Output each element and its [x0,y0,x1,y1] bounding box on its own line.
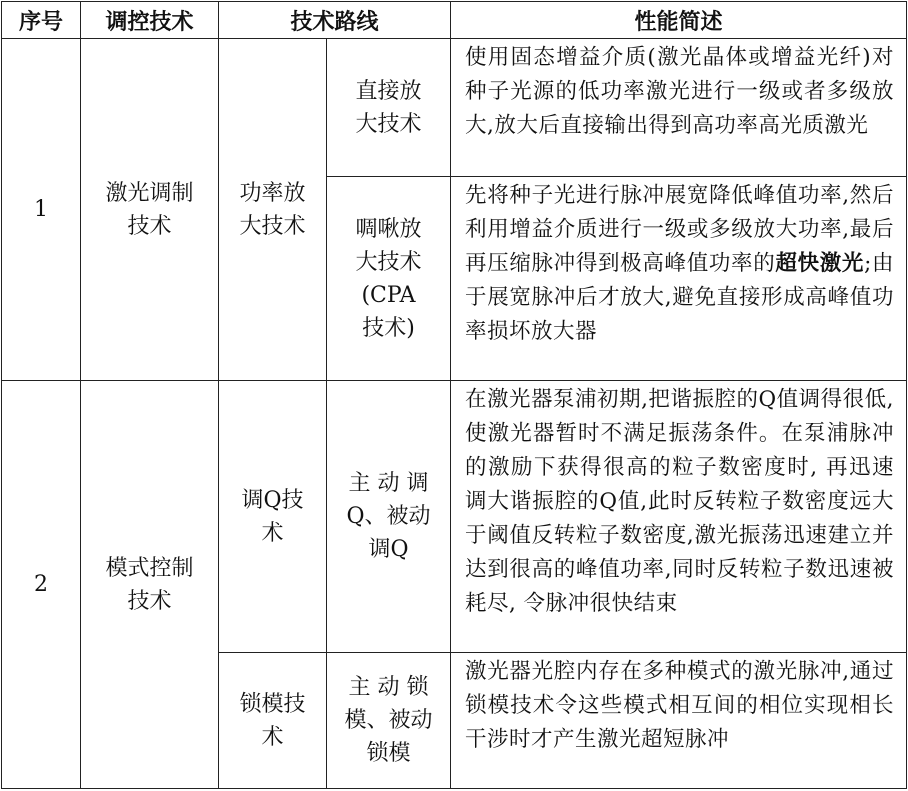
subroute-line: 锁模 [366,741,411,766]
description-text: ;由于展宽脉冲后才放大,避免直接形成高峰值功率损坏放大器 [465,251,894,344]
subroute-line: 主 动 调 [348,471,429,496]
table-row [2,381,907,653]
subroute-line: 调Q [368,537,409,562]
description-text: 先将种子光进行脉冲展宽降低峰值功率,然后利用增益介质进行一级或多级放大功率,最后再压缩脉冲得到极高峰值功率的 [465,183,894,276]
route-line: 锁模技 [239,691,306,717]
description-cell: 激光器光腔内存在多种模式的激光脉冲,通过锁模技术令这些模式相互间的相位实现相长干涉时才产生激光超短脉冲 [451,653,907,789]
subroute-line: 直接放 [355,78,422,104]
route-line: 调Q技 [241,487,304,513]
description-cell: 使用固态增益介质(激光晶体或增益光纤)对种子光源的低功率激光进行一级或者多级放大,放大后直接输出得到高功率高光质激光 [451,39,907,177]
subroute-line: 大技术 [355,111,422,137]
description-cell [451,177,907,381]
subroute-line: 啁啾放 [355,216,422,242]
route-cell [219,381,327,653]
category-line: 激光调制 [105,180,194,206]
subroute-cell [327,39,451,177]
header-row [2,2,907,39]
route-line: 术 [261,520,284,546]
subroute-line: 主 动 锁 [348,675,429,700]
subroute-line: Q、被动 [346,504,431,529]
category-cell [81,381,219,789]
category-line: 模式控制 [105,555,194,581]
row-index: 2 [2,381,81,789]
route-line: 术 [261,724,284,750]
category-line: 技术 [127,213,172,239]
route-cell [219,653,327,789]
subroute-line: 技术) [362,315,415,341]
route-cell [219,39,327,381]
description-cell: 在激光器泵浦初期,把谐振腔的Q值调得很低, 使激光器暂时不满足振荡条件。在泵浦脉冲的激励下获得很高的粒子数密度时, 再迅速调大谐振腔的Q值,此时反转粒子数密度远大于阈值反转粒子数密度,激光振荡迅速建立并达到很高的峰值功率,同时反转粒子数迅速被耗尽, 令脉冲很快结束 [451,381,907,653]
header-description: 性能简述 [451,2,907,39]
route-line: 大技术 [239,213,306,239]
category-line: 技术 [127,588,172,614]
header-category: 调控技术 [81,2,219,39]
subroute-line: 大技术 [355,249,422,275]
subroute-cell [327,381,451,653]
subroute-cell [327,653,451,789]
subroute-cell [327,177,451,381]
row-index: 1 [2,39,81,381]
header-route: 技术路线 [219,2,451,39]
table-row [2,39,907,177]
highlight-text: 超快激光 [775,251,865,276]
subroute-line: 模、被动 [344,708,433,733]
category-cell [81,39,219,381]
header-index: 序号 [2,2,81,39]
tech-table [1,1,907,789]
route-line: 功率放 [239,180,306,206]
subroute-line: (CPA [361,282,416,308]
